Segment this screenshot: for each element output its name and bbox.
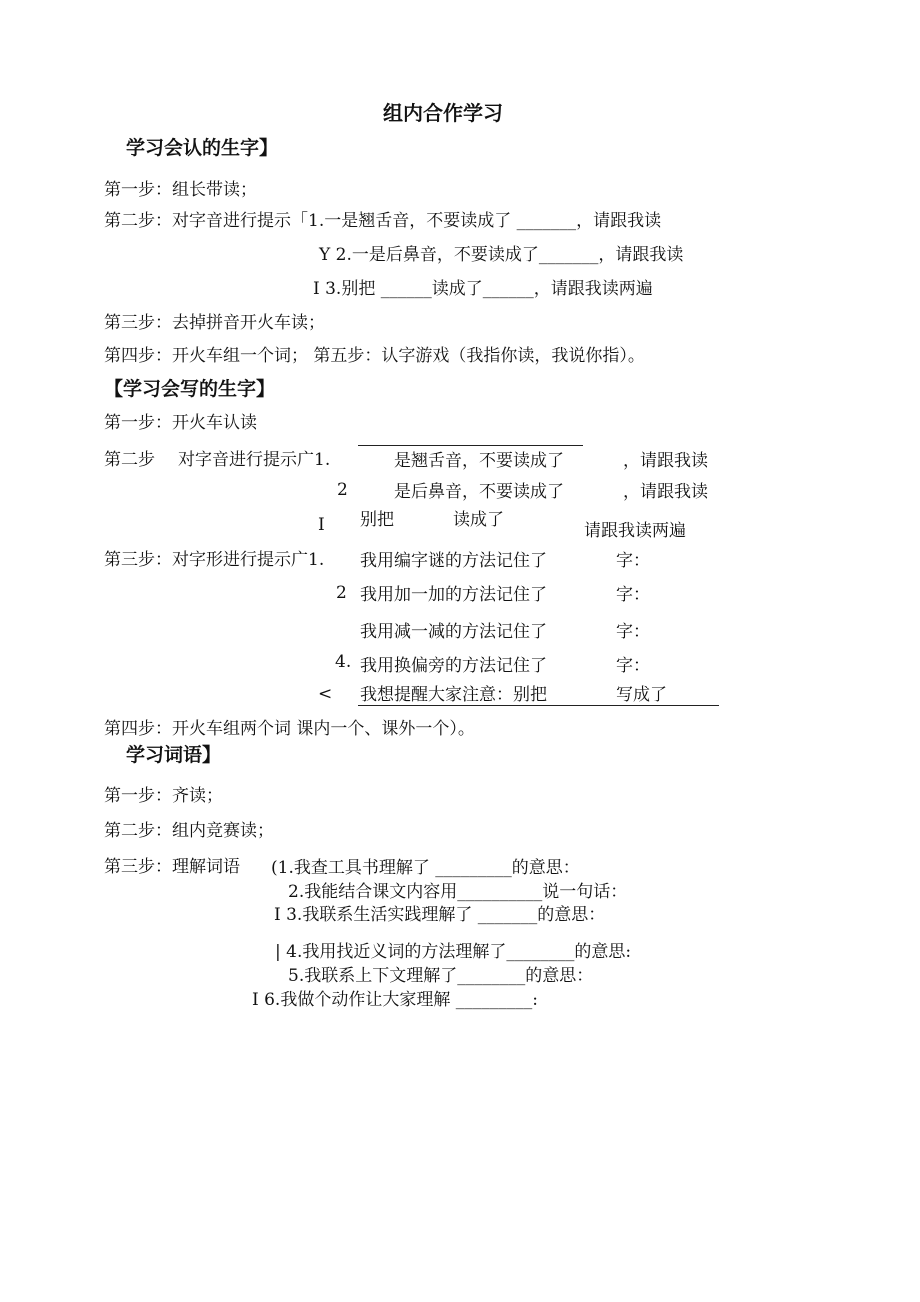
s1-step1: 第一步：组长带读； bbox=[104, 180, 257, 200]
s2-g2-text: 我用加一加的方法记住了 bbox=[360, 585, 547, 605]
s2-g1-text: 我用编字谜的方法记住了 bbox=[360, 551, 547, 571]
s2-r3-num: I bbox=[318, 515, 325, 535]
s2-g2-num: 2 bbox=[336, 583, 347, 603]
s2-g2-end: 字： bbox=[616, 585, 650, 605]
s2-g4-num: 4. bbox=[335, 652, 352, 672]
s3-w4: | 4.我用找近义词的方法理解了________的意思: bbox=[275, 942, 632, 962]
s2-r1-end: ，请跟我读 bbox=[623, 451, 708, 471]
s3-step1: 第一步：齐读； bbox=[104, 786, 223, 806]
s1-step2: 第二步：对字音进行提示「1.一是翘舌音，不要读成了 _______，请跟我读 bbox=[104, 211, 662, 231]
s1-step2-item3: I 3.别把 ______读成了______，请跟我读两遍 bbox=[313, 279, 653, 299]
s2-g1-end: 字： bbox=[616, 551, 650, 571]
s2-step2-prompt: 对字音进行提示广1. bbox=[178, 450, 331, 470]
s3-w6: I 6.我做个动作让大家理解 _________: bbox=[252, 990, 538, 1010]
s3-step2: 第二步：组内竞赛读； bbox=[104, 821, 274, 841]
s1-step3: 第三步：去掉拼音开火车读； bbox=[104, 313, 325, 333]
s3-w2: 2.我能结合课文内容用__________说一句话： bbox=[288, 882, 628, 902]
page-title: 组内合作学习 bbox=[383, 101, 503, 125]
s2-g5-num: < bbox=[318, 684, 333, 704]
section-heading-write: 【学习会写的生字】 bbox=[104, 378, 276, 400]
s2-r3-end: 请跟我读两遍 bbox=[584, 521, 686, 541]
s3-w3: I 3.我联系生活实践理解了 _______的意思： bbox=[274, 905, 606, 925]
s2-g5-end: 写成了 bbox=[616, 685, 667, 705]
s1-step2-item2: Y 2.一是后鼻音，不要读成了_______，请跟我读 bbox=[319, 245, 684, 265]
s2-step2-label: 第二步 bbox=[104, 450, 155, 470]
s2-step3: 第三步：对字形进行提示广1. bbox=[104, 550, 325, 570]
s2-r2-num: 2 bbox=[337, 480, 348, 500]
blank-line bbox=[358, 445, 583, 446]
s2-g4-text: 我用换偏旁的方法记住了 bbox=[360, 656, 547, 676]
s2-step4: 第四步：开火车组两个词 课内一个、课外一个）。 bbox=[104, 719, 475, 739]
s1-step4: 第四步：开火车组一个词； 第五步：认字游戏（我指你读，我说你指）。 bbox=[104, 346, 645, 366]
s2-step1: 第一步：开火车认读 bbox=[104, 413, 257, 433]
section-heading-words: 学习词语】 bbox=[126, 744, 222, 766]
s2-r2-text: 是后鼻音，不要读成了 bbox=[394, 482, 564, 502]
s2-r1-text: 是翘舌音，不要读成了 bbox=[394, 451, 564, 471]
blank-line bbox=[358, 705, 719, 706]
s2-g4-end: 字： bbox=[616, 656, 650, 676]
section-heading-recognize: 学习会认的生字】 bbox=[126, 137, 279, 159]
s2-g5-text: 我想提醒大家注意：别把 bbox=[360, 685, 547, 705]
s3-w5: 5.我联系上下文理解了________的意思： bbox=[288, 966, 594, 986]
s3-w1: (1.我查工具书理解了 _________的意思： bbox=[271, 858, 580, 878]
s3-step3: 第三步：理解词语 bbox=[104, 857, 240, 877]
s2-r3-a: 别把 bbox=[360, 510, 394, 530]
s2-g3-text: 我用减一减的方法记住了 bbox=[360, 622, 547, 642]
s2-r2-end: ，请跟我读 bbox=[623, 482, 708, 502]
s2-g3-end: 字： bbox=[616, 622, 650, 642]
s2-r3-b: 读成了 bbox=[453, 510, 504, 530]
